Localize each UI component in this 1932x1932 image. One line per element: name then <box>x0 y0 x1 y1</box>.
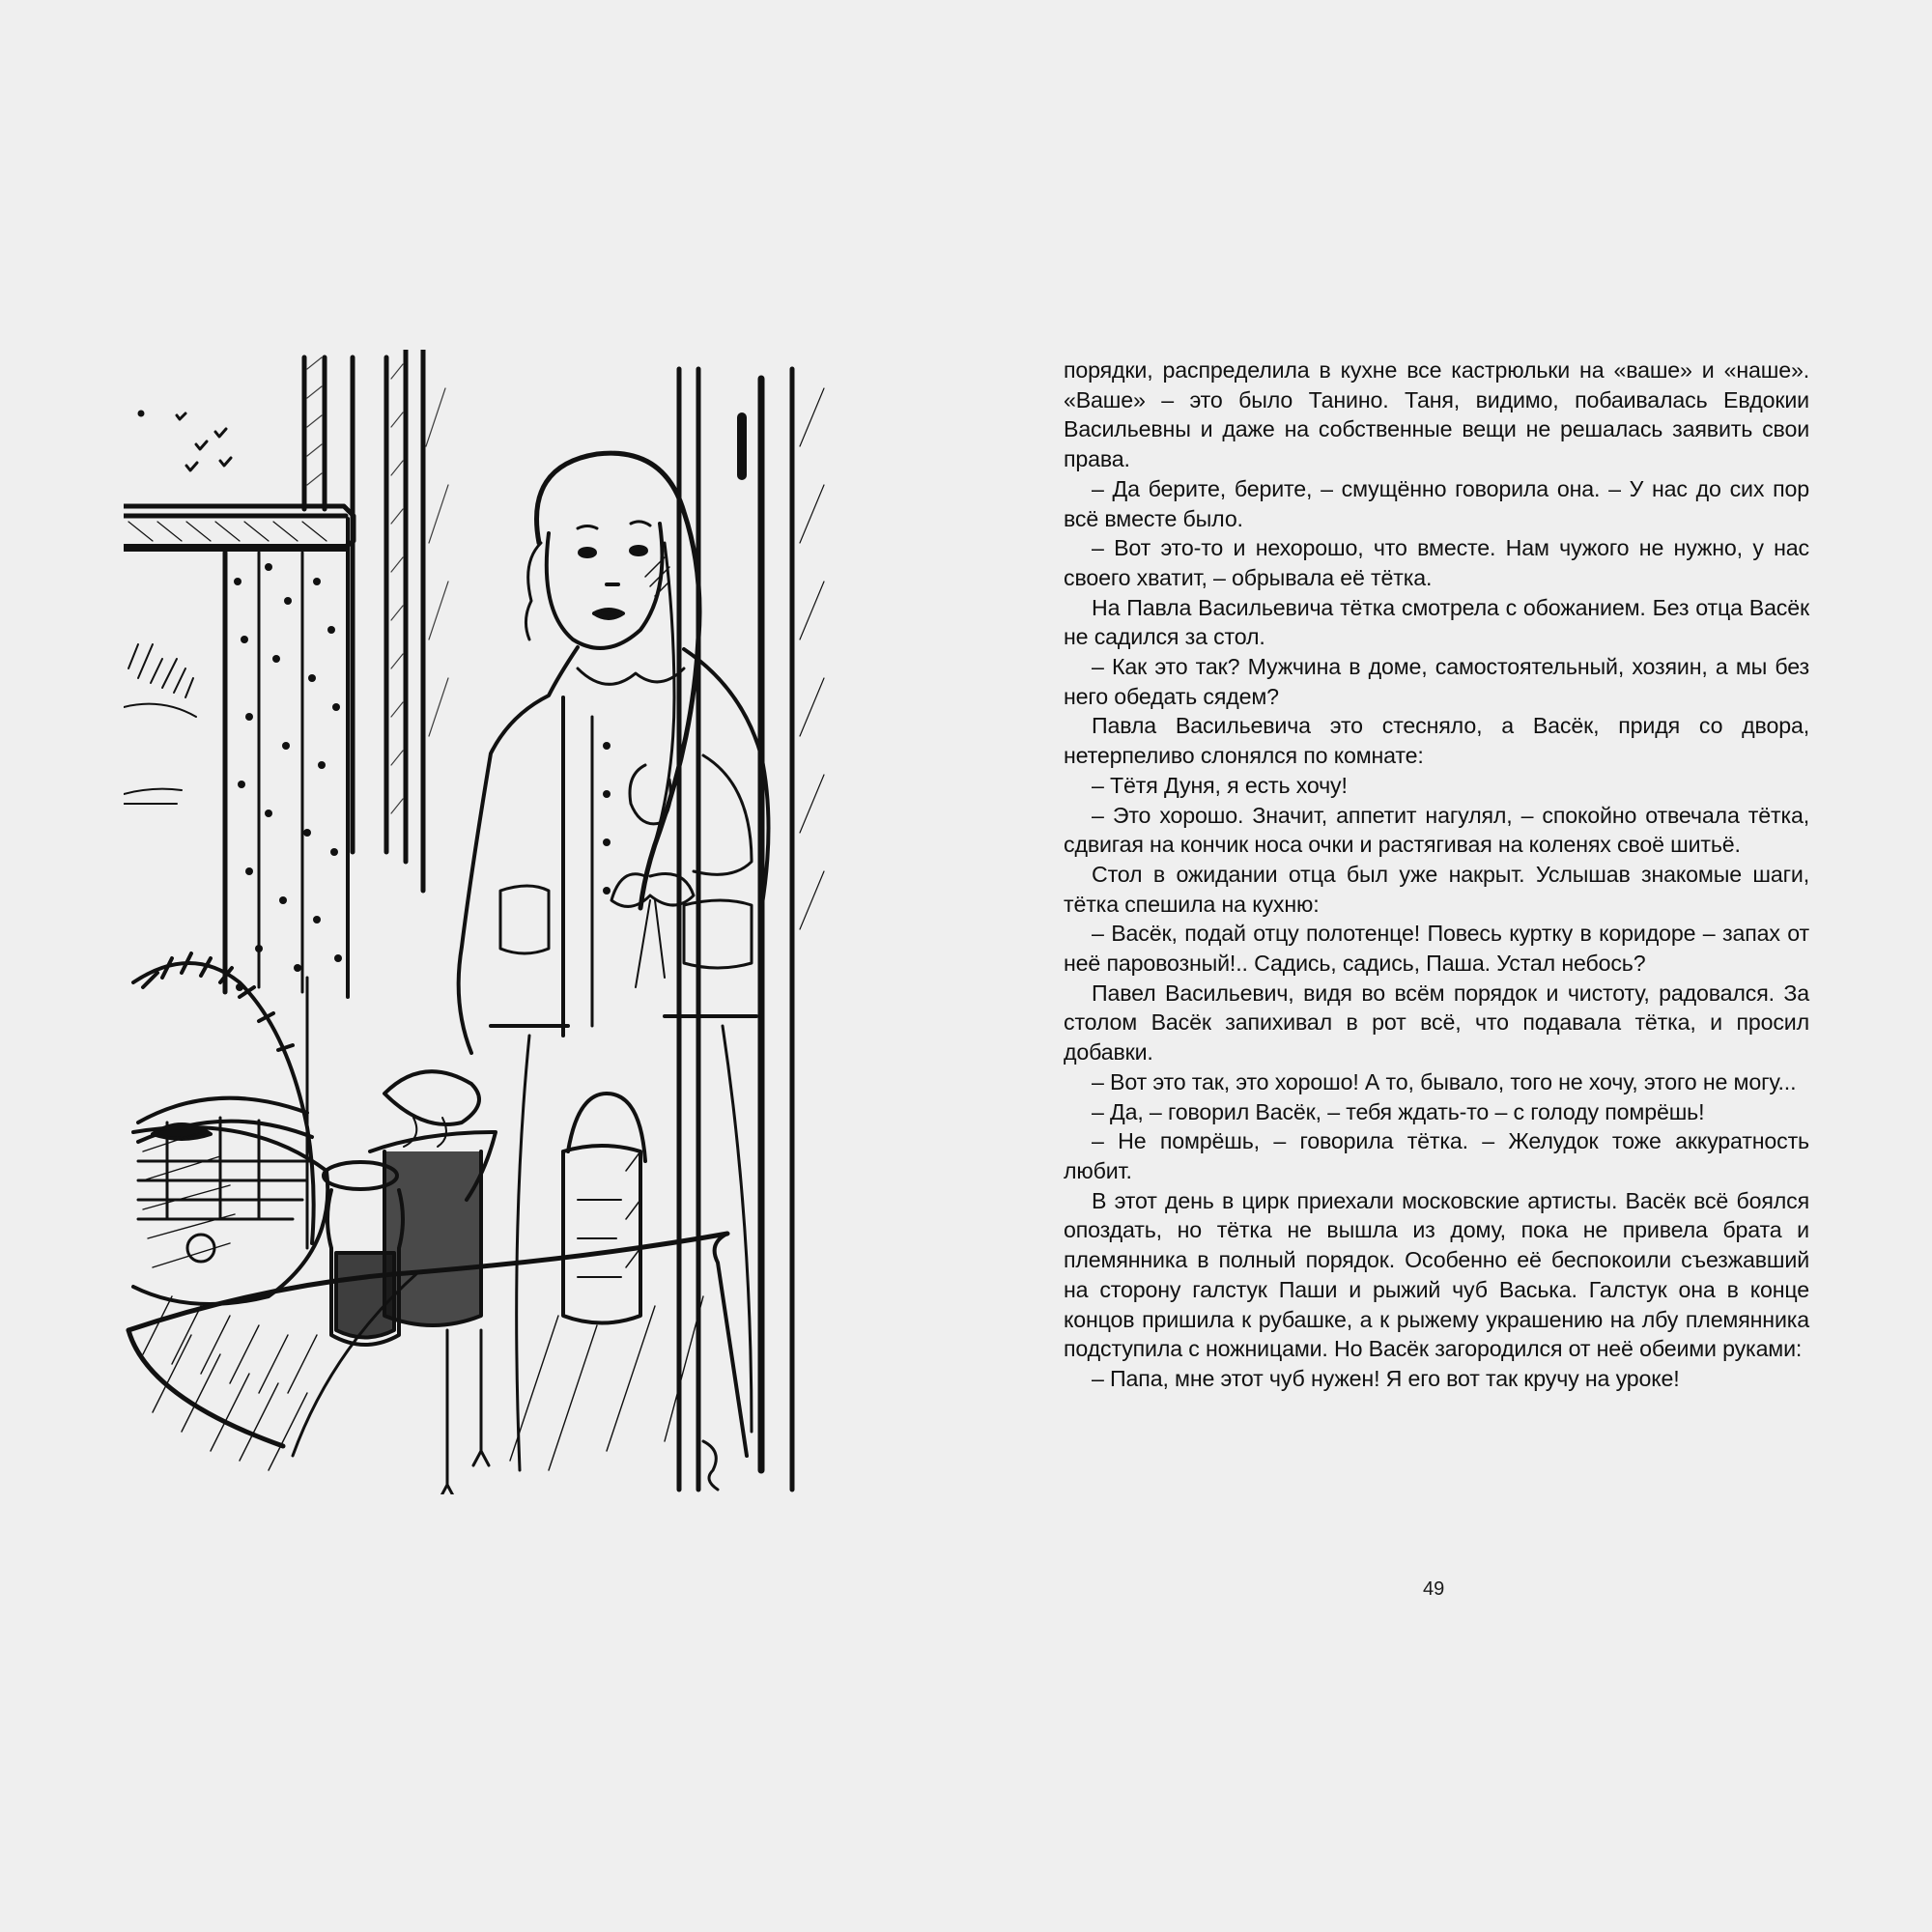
paragraph: Стол в ожидании отца был уже накрыт. Услышав знакомые шаги, тётка спешила на кухню: <box>1064 861 1809 917</box>
girl-pocket-right <box>684 900 752 968</box>
window-frame <box>304 350 423 891</box>
paragraph: Павла Васильевича это стесняло, а Васёк, придя со двора, нетерпеливо слонялся по комнате: <box>1064 713 1809 769</box>
pen-ink-drawing <box>124 350 829 1494</box>
paragraph: – Да берите, берите, – смущённо говорила она. – У нас до сих пор всё вместе было. <box>1064 475 1809 531</box>
paragraph: порядки, распределила в кухне все кастрюльки на «ваше» и «наше». «Ваше» – это было Танино. Таня, видимо, побаивалась Евдокии Васильевны и даже на собственные вещи не решалась заявить свои права. <box>1064 357 1809 472</box>
girl-pocket-left <box>500 886 549 953</box>
landscape <box>124 644 196 804</box>
birds-icon <box>139 412 231 470</box>
paragraph: – Вот это-то и нехорошо, что вместе. Нам чужого не нужно, у нас своего хватит, – обрывала её тётка. <box>1064 535 1809 590</box>
girl-face <box>547 524 663 648</box>
paragraph: – Васёк, подай отцу полотенце! Повесь куртку в коридоре – запах от неё паровозный!.. Садись, садись, Паша. Устал небось? <box>1064 921 1809 977</box>
page-number: 49 <box>1423 1578 1445 1600</box>
basket <box>138 1098 312 1219</box>
tray <box>133 1127 327 1304</box>
hanging-cords <box>440 1330 489 1494</box>
paragraph: На Павла Васильевича тётка смотрела с обожанием. Без отца Васёк не садился за стол. <box>1064 594 1809 650</box>
paragraph: В этот день в цирк приехали московские артисты. Васёк всё боялся опоздать, но тётка не вышла из дому, пока не привела брата и племянника в полный порядок. Особенно её беспокоили съезжавший на сторону галстук Паши и рыжий чуб Васька. Галстук она в конце концов пришила к рубашке, а к рыжему украшению на лбу племянника подступила с ножницами. Но Васёк загородился от неё обеими руками: <box>1064 1187 1809 1362</box>
paragraph: – Да, – говорил Васёк, – тебя ждать-то – с голоду помрёшь! <box>1092 1098 1705 1124</box>
paragraph: Павел Васильевич, видя во всём порядок и чистоту, радовался. За столом Васёк запихивал в рот всё, что подавала тётка, и просил добавки. <box>1064 980 1809 1065</box>
paragraph: – Как это так? Мужчина в доме, самостоятельный, хозяин, а мы без него обедать сядем? <box>1064 654 1809 709</box>
paragraph: – Вот это так, это хорошо! А то, бывало, того не хочу, этого не могу... <box>1092 1068 1797 1094</box>
girl <box>459 453 769 1490</box>
polka-dot-curtain <box>225 519 348 997</box>
window-sill <box>124 506 354 548</box>
paragraph: – Тётя Дуня, я есть хочу! <box>1092 772 1348 798</box>
paragraph: – Не помрёшь, – говорила тётка. – Желудок тоже аккуратность любит. <box>1064 1128 1809 1183</box>
illustration <box>124 350 829 1494</box>
paragraph: – Это хорошо. Значит, аппетит нагулял, – спокойно отвечала тётка, сдвигая на кончик носа очки и растягивая на коленях своё шитьё. <box>1064 802 1809 858</box>
girl-sleeve <box>694 755 752 874</box>
plant <box>133 953 314 1248</box>
paragraph: – Папа, мне этот чуб нужен! Я его вот так кручу на уроке! <box>1092 1365 1680 1391</box>
tin-can <box>563 1094 645 1323</box>
body-text <box>1064 355 1809 1394</box>
